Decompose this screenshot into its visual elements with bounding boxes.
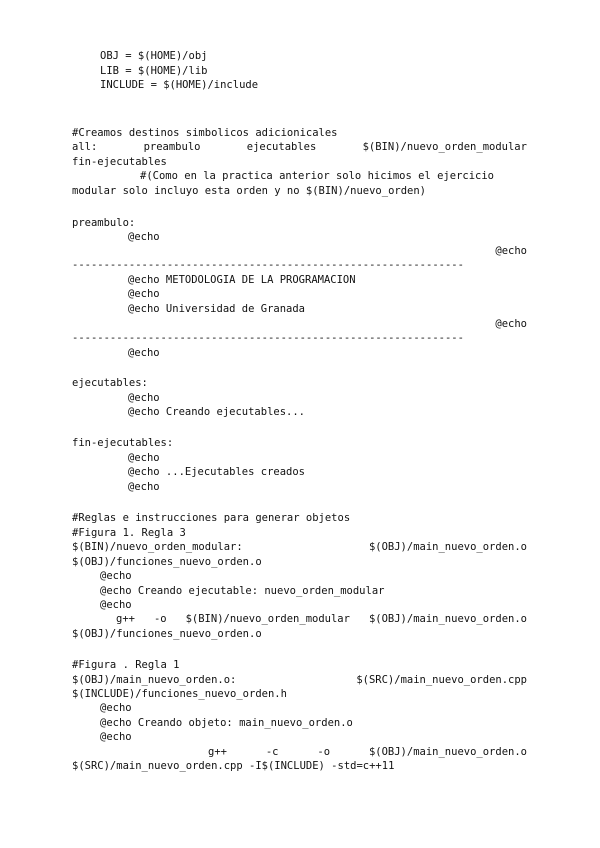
comment-line: #Figura 1. Regla 3 (72, 527, 186, 539)
code-line: $(OBJ)/funciones_nuevo_orden.o (72, 556, 262, 568)
target-label: fin-ejecutables: (72, 437, 174, 449)
code-token: -c (265, 746, 279, 758)
code-token: $(OBJ)/main_nuevo_orden.o (368, 746, 527, 758)
code-line: OBJ = $(HOME)/obj (100, 50, 208, 62)
code-line: @echo Creando ejecutables... (128, 406, 306, 418)
code-line: @echo (128, 288, 160, 300)
code-line: @echo (128, 481, 160, 493)
comment-line: #Creamos destinos simbolicos adicionicales (72, 127, 338, 139)
dash-rule: -------------------------------------------------------------- (72, 332, 464, 344)
code-line: @echo (495, 245, 527, 257)
code-token: g++ (116, 613, 135, 625)
code-line: @echo (128, 347, 160, 359)
code-line: @echo (128, 392, 160, 404)
code-token: -o (153, 613, 167, 625)
code-line: @echo ...Ejecutables creados (128, 466, 306, 478)
comment-line: #Reglas e instrucciones para generar objetos (72, 512, 351, 524)
code-line: @echo (100, 570, 132, 582)
code-line: LIB = $(HOME)/lib (100, 65, 208, 77)
code-token: all: (72, 141, 98, 153)
code-line-justified (208, 745, 527, 760)
code-line: @echo (128, 231, 160, 243)
comment-line: modular solo incluyo esta orden y no $(BIN)/nuevo_orden) (72, 185, 427, 197)
comment-line: #(Como en la practica anterior solo hicimos el ejercicio (140, 170, 495, 182)
code-line-justified (116, 612, 527, 627)
code-line: @echo (128, 452, 160, 464)
code-line: fin-ejecutables (72, 156, 167, 168)
code-token: ejecutables (246, 141, 317, 153)
code-line: @echo Universidad de Granada (128, 303, 306, 315)
code-line: $(SRC)/main_nuevo_orden.cpp -I$(INCLUDE) -std=c++11 (72, 760, 395, 772)
code-line: @echo (100, 599, 132, 611)
code-token: $(OBJ)/main_nuevo_orden.o (368, 613, 527, 625)
code-token: $(BIN)/nuevo_orden_modular (185, 613, 350, 625)
target-label: ejecutables: (72, 377, 148, 389)
code-line: $(SRC)/main_nuevo_orden.cpp (356, 674, 527, 686)
code-token: $(BIN)/nuevo_orden_modular (362, 141, 527, 153)
code-line: $(INCLUDE)/funciones_nuevo_orden.h (72, 688, 287, 700)
code-line: @echo Creando ejecutable: nuevo_orden_modular (100, 585, 385, 597)
target-label: preambulo: (72, 217, 136, 229)
code-line: @echo (100, 731, 132, 743)
dash-rule: -------------------------------------------------------------- (72, 259, 464, 271)
target-label: $(OBJ)/main_nuevo_orden.o: (72, 674, 237, 686)
code-token: g++ (208, 746, 227, 758)
code-token: preambulo (143, 141, 201, 153)
code-line: @echo Creando objeto: main_nuevo_orden.o (100, 717, 353, 729)
code-line: @echo (100, 702, 132, 714)
code-line: @echo METODOLOGIA DE LA PROGRAMACION (128, 274, 356, 286)
target-label: $(BIN)/nuevo_orden_modular: (72, 541, 243, 553)
code-token: -o (317, 746, 331, 758)
code-line-justified (72, 140, 527, 155)
code-line: $(OBJ)/funciones_nuevo_orden.o (72, 628, 262, 640)
code-line: @echo (495, 318, 527, 330)
comment-line: #Figura . Regla 1 (72, 659, 180, 671)
code-line: INCLUDE = $(HOME)/include (100, 79, 259, 91)
code-line: $(OBJ)/main_nuevo_orden.o (368, 541, 527, 553)
